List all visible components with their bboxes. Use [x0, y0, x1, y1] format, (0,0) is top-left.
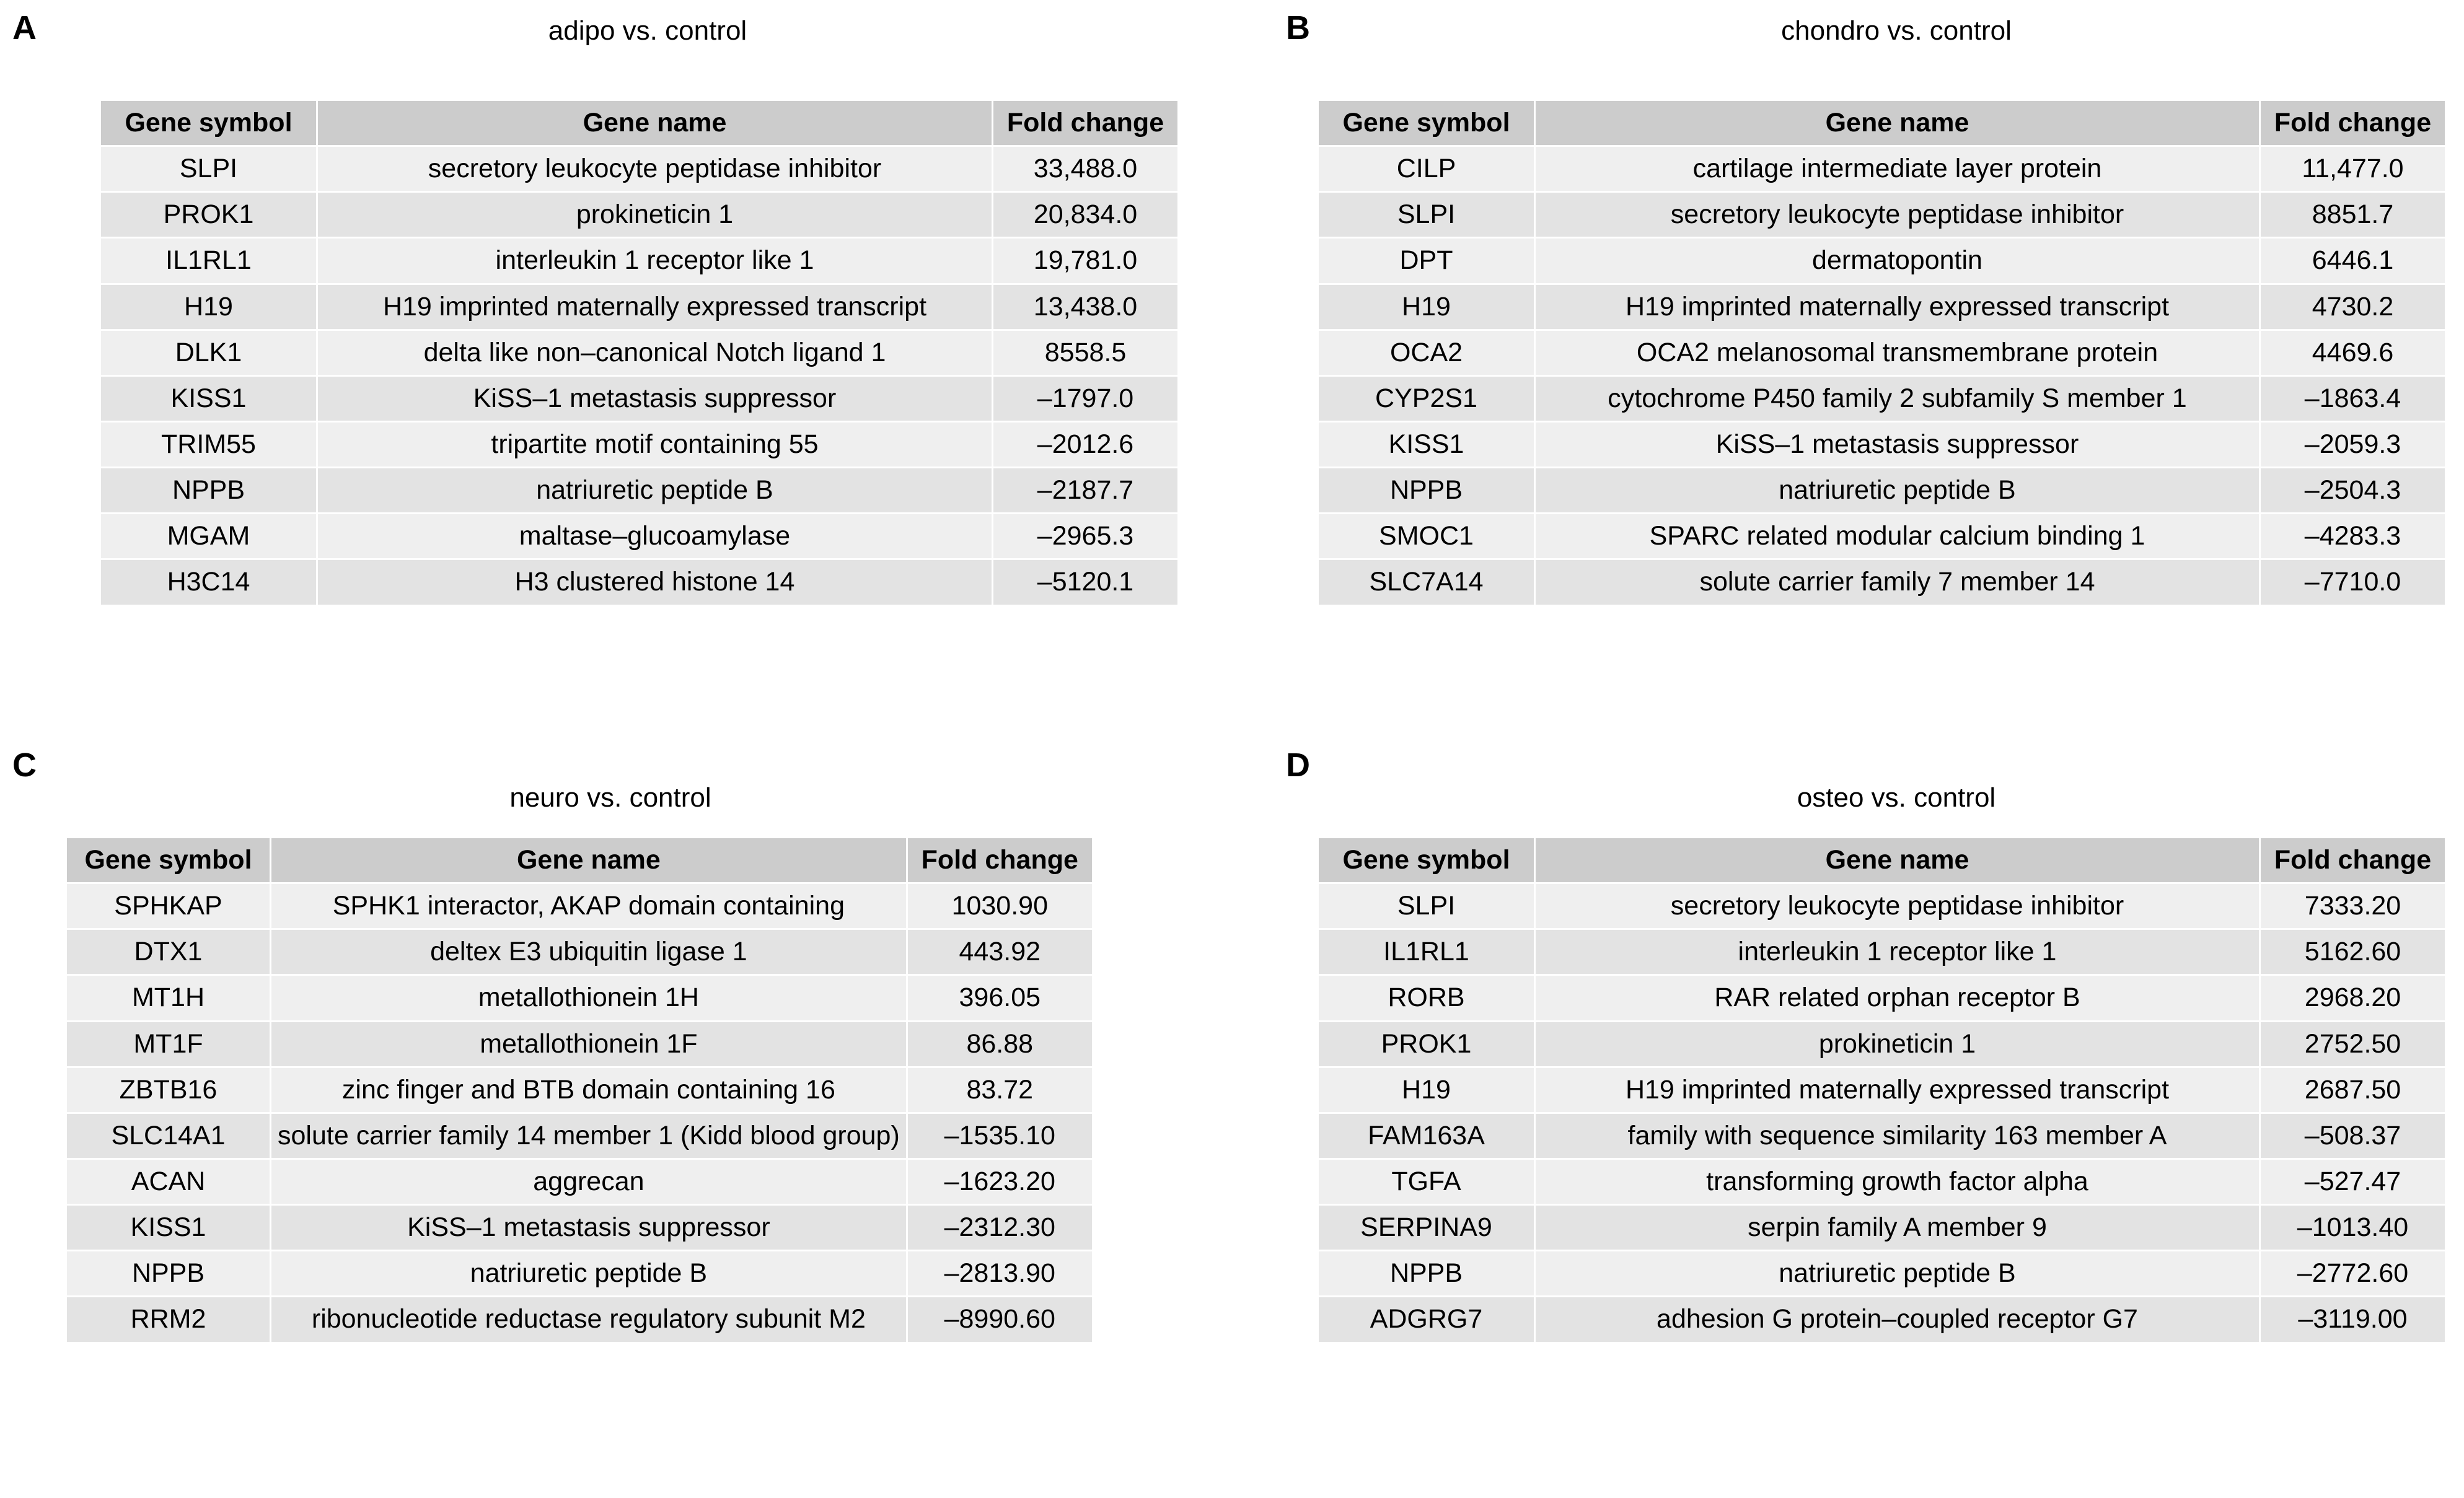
cell-gene-symbol: OCA2: [1318, 330, 1535, 375]
cell-gene-symbol: H19: [1318, 1067, 1535, 1113]
gene-table-d: [1317, 836, 2447, 1344]
cell-gene-name: aggrecan: [271, 1159, 907, 1204]
table-row: [100, 192, 1179, 238]
table-row: [66, 1205, 1093, 1251]
cell-fold-change: –2965.3: [993, 514, 1179, 559]
cell-gene-name: secretory leukocyte peptidase inhibitor: [1535, 883, 2260, 929]
cell-fold-change: –2772.60: [2260, 1251, 2446, 1297]
panel-b-letter: B: [1286, 9, 1310, 46]
cell-gene-symbol: NPPB: [1318, 468, 1535, 514]
panel-a-title: adipo vs. control: [548, 15, 747, 46]
table-row: [1318, 330, 2446, 375]
cell-gene-symbol: KISS1: [100, 375, 317, 421]
gene-table-c: [65, 836, 1094, 1344]
cell-fold-change: 33,488.0: [993, 146, 1179, 192]
table-row: [1318, 883, 2446, 929]
cell-gene-name: cartilage intermediate layer protein: [1535, 146, 2260, 192]
table-row: [1318, 1297, 2446, 1343]
table-row: [66, 1297, 1093, 1343]
column-header-gene-name: Gene name: [1535, 100, 2260, 146]
column-header-gene-symbol: Gene symbol: [100, 100, 317, 146]
table-row: [66, 1113, 1093, 1159]
cell-gene-symbol: SERPINA9: [1318, 1205, 1535, 1251]
table-row: [66, 929, 1093, 975]
cell-gene-name: solute carrier family 14 member 1 (Kidd blood group): [271, 1113, 907, 1159]
cell-gene-name: maltase–glucoamylase: [317, 514, 993, 559]
cell-fold-change: –8990.60: [907, 1297, 1093, 1343]
cell-gene-symbol: PROK1: [1318, 1021, 1535, 1067]
table-row: [100, 330, 1179, 375]
cell-fold-change: 13,438.0: [993, 284, 1179, 330]
cell-fold-change: –7710.0: [2260, 559, 2446, 605]
table-row: [1318, 284, 2446, 330]
table-header-row: [1318, 838, 2446, 883]
cell-fold-change: 2968.20: [2260, 975, 2446, 1021]
table-row: [100, 421, 1179, 467]
cell-gene-symbol: TRIM55: [100, 421, 317, 467]
cell-gene-symbol: NPPB: [100, 468, 317, 514]
cell-gene-symbol: CILP: [1318, 146, 1535, 192]
table-row: [100, 468, 1179, 514]
cell-gene-name: interleukin 1 receptor like 1: [317, 238, 993, 284]
cell-fold-change: 396.05: [907, 975, 1093, 1021]
table-row: [1318, 1251, 2446, 1297]
table-row: [66, 883, 1093, 929]
table-row: [1318, 375, 2446, 421]
cell-gene-symbol: H3C14: [100, 559, 317, 605]
table-row: [66, 975, 1093, 1021]
cell-gene-name: zinc finger and BTB domain containing 16: [271, 1067, 907, 1113]
cell-gene-name: secretory leukocyte peptidase inhibitor: [317, 146, 993, 192]
column-header-fold-change: Fold change: [2260, 100, 2446, 146]
cell-fold-change: 443.92: [907, 929, 1093, 975]
cell-fold-change: 20,834.0: [993, 192, 1179, 238]
cell-gene-symbol: ACAN: [66, 1159, 271, 1204]
gene-table-b: [1317, 99, 2447, 607]
cell-gene-name: H19 imprinted maternally expressed transcript: [1535, 284, 2260, 330]
cell-fold-change: 2752.50: [2260, 1021, 2446, 1067]
cell-fold-change: 6446.1: [2260, 238, 2446, 284]
cell-gene-symbol: PROK1: [100, 192, 317, 238]
table-row: [66, 1159, 1093, 1204]
panel-d-letter: D: [1286, 747, 1310, 784]
table-row: [1318, 192, 2446, 238]
table-row: [66, 1251, 1093, 1297]
cell-gene-name: tripartite motif containing 55: [317, 421, 993, 467]
table-row: [1318, 1021, 2446, 1067]
cell-gene-name: RAR related orphan receptor B: [1535, 975, 2260, 1021]
panel-d-table-wrap: [1317, 808, 2447, 1344]
column-header-gene-symbol: Gene symbol: [1318, 838, 1535, 883]
cell-fold-change: –1535.10: [907, 1113, 1093, 1159]
cell-gene-name: natriuretic peptide B: [1535, 1251, 2260, 1297]
cell-gene-name: solute carrier family 7 member 14: [1535, 559, 2260, 605]
cell-gene-symbol: ADGRG7: [1318, 1297, 1535, 1343]
cell-gene-symbol: MT1H: [66, 975, 271, 1021]
cell-fold-change: –3119.00: [2260, 1297, 2446, 1343]
cell-gene-symbol: H19: [100, 284, 317, 330]
table-row: [66, 1021, 1093, 1067]
table-row: [100, 238, 1179, 284]
cell-gene-name: prokineticin 1: [1535, 1021, 2260, 1067]
cell-gene-symbol: DPT: [1318, 238, 1535, 284]
cell-gene-name: metallothionein 1H: [271, 975, 907, 1021]
panel-b-title: chondro vs. control: [1781, 15, 2012, 46]
cell-fold-change: –1797.0: [993, 375, 1179, 421]
cell-gene-symbol: SLC7A14: [1318, 559, 1535, 605]
cell-gene-symbol: MGAM: [100, 514, 317, 559]
cell-gene-name: secretory leukocyte peptidase inhibitor: [1535, 192, 2260, 238]
cell-gene-symbol: KISS1: [66, 1205, 271, 1251]
table-row: [100, 375, 1179, 421]
cell-fold-change: –2187.7: [993, 468, 1179, 514]
cell-fold-change: 11,477.0: [2260, 146, 2446, 192]
panel-d-title: osteo vs. control: [1797, 782, 1996, 813]
cell-gene-name: serpin family A member 9: [1535, 1205, 2260, 1251]
table-row: [100, 514, 1179, 559]
cell-gene-symbol: DTX1: [66, 929, 271, 975]
cell-gene-name: natriuretic peptide B: [271, 1251, 907, 1297]
column-header-fold-change: Fold change: [2260, 838, 2446, 883]
cell-fold-change: 19,781.0: [993, 238, 1179, 284]
cell-gene-symbol: RORB: [1318, 975, 1535, 1021]
cell-fold-change: –1863.4: [2260, 375, 2446, 421]
cell-gene-symbol: KISS1: [1318, 421, 1535, 467]
cell-fold-change: 4730.2: [2260, 284, 2446, 330]
cell-gene-symbol: SMOC1: [1318, 514, 1535, 559]
cell-fold-change: 4469.6: [2260, 330, 2446, 375]
cell-gene-name: KiSS–1 metastasis suppressor: [1535, 421, 2260, 467]
gene-table-a: [99, 99, 1179, 607]
table-row: [1318, 514, 2446, 559]
cell-fold-change: –4283.3: [2260, 514, 2446, 559]
table-row: [1318, 421, 2446, 467]
cell-gene-name: SPARC related modular calcium binding 1: [1535, 514, 2260, 559]
column-header-gene-name: Gene name: [317, 100, 993, 146]
panel-c-letter: C: [12, 747, 37, 784]
panel-a-letter: A: [12, 9, 37, 46]
table-row: [1318, 559, 2446, 605]
cell-gene-symbol: SLC14A1: [66, 1113, 271, 1159]
cell-gene-name: natriuretic peptide B: [1535, 468, 2260, 514]
table-row: [1318, 975, 2446, 1021]
table-row: [1318, 929, 2446, 975]
cell-gene-symbol: DLK1: [100, 330, 317, 375]
column-header-gene-name: Gene name: [1535, 838, 2260, 883]
cell-gene-symbol: SPHKAP: [66, 883, 271, 929]
cell-gene-symbol: H19: [1318, 284, 1535, 330]
panel-c-title: neuro vs. control: [509, 782, 711, 813]
cell-gene-name: transforming growth factor alpha: [1535, 1159, 2260, 1204]
cell-fold-change: –2012.6: [993, 421, 1179, 467]
cell-fold-change: –527.47: [2260, 1159, 2446, 1204]
cell-gene-name: metallothionein 1F: [271, 1021, 907, 1067]
table-row: [100, 284, 1179, 330]
table-header-row: [1318, 100, 2446, 146]
cell-fold-change: –2504.3: [2260, 468, 2446, 514]
cell-gene-name: prokineticin 1: [317, 192, 993, 238]
cell-gene-name: deltex E3 ubiquitin ligase 1: [271, 929, 907, 975]
cell-gene-name: adhesion G protein–coupled receptor G7: [1535, 1297, 2260, 1343]
cell-fold-change: 86.88: [907, 1021, 1093, 1067]
cell-gene-name: family with sequence similarity 163 member A: [1535, 1113, 2260, 1159]
cell-fold-change: 8558.5: [993, 330, 1179, 375]
cell-gene-name: SPHK1 interactor, AKAP domain containing: [271, 883, 907, 929]
column-header-fold-change: Fold change: [907, 838, 1093, 883]
cell-fold-change: –1623.20: [907, 1159, 1093, 1204]
table-row: [1318, 468, 2446, 514]
cell-gene-name: interleukin 1 receptor like 1: [1535, 929, 2260, 975]
cell-fold-change: 8851.7: [2260, 192, 2446, 238]
panel-a-table-wrap: [99, 71, 1179, 607]
cell-gene-symbol: SLPI: [1318, 192, 1535, 238]
cell-fold-change: –2813.90: [907, 1251, 1093, 1297]
cell-gene-symbol: FAM163A: [1318, 1113, 1535, 1159]
column-header-gene-symbol: Gene symbol: [1318, 100, 1535, 146]
column-header-gene-symbol: Gene symbol: [66, 838, 271, 883]
cell-fold-change: 1030.90: [907, 883, 1093, 929]
table-row: [100, 559, 1179, 605]
table-row: [1318, 1205, 2446, 1251]
cell-gene-symbol: CYP2S1: [1318, 375, 1535, 421]
cell-gene-name: KiSS–1 metastasis suppressor: [271, 1205, 907, 1251]
table-row: [1318, 1067, 2446, 1113]
cell-gene-symbol: NPPB: [66, 1251, 271, 1297]
cell-gene-name: OCA2 melanosomal transmembrane protein: [1535, 330, 2260, 375]
cell-gene-symbol: IL1RL1: [100, 238, 317, 284]
cell-gene-name: cytochrome P450 family 2 subfamily S member 1: [1535, 375, 2260, 421]
table-row: [1318, 146, 2446, 192]
cell-gene-symbol: SLPI: [1318, 883, 1535, 929]
cell-gene-symbol: MT1F: [66, 1021, 271, 1067]
table-row: [1318, 1113, 2446, 1159]
panel-b-table-wrap: [1317, 71, 2447, 607]
cell-gene-symbol: TGFA: [1318, 1159, 1535, 1204]
cell-fold-change: 5162.60: [2260, 929, 2446, 975]
panel-c-table-wrap: [65, 808, 1094, 1344]
cell-gene-symbol: NPPB: [1318, 1251, 1535, 1297]
cell-gene-name: delta like non–canonical Notch ligand 1: [317, 330, 993, 375]
cell-fold-change: 83.72: [907, 1067, 1093, 1113]
cell-gene-symbol: RRM2: [66, 1297, 271, 1343]
cell-fold-change: –5120.1: [993, 559, 1179, 605]
cell-gene-name: H19 imprinted maternally expressed transcript: [317, 284, 993, 330]
column-header-gene-name: Gene name: [271, 838, 907, 883]
cell-fold-change: –2312.30: [907, 1205, 1093, 1251]
cell-gene-name: dermatopontin: [1535, 238, 2260, 284]
cell-fold-change: –1013.40: [2260, 1205, 2446, 1251]
cell-gene-name: ribonucleotide reductase regulatory subunit M2: [271, 1297, 907, 1343]
table-header-row: [66, 838, 1093, 883]
table-header-row: [100, 100, 1179, 146]
cell-gene-symbol: SLPI: [100, 146, 317, 192]
cell-gene-name: KiSS–1 metastasis suppressor: [317, 375, 993, 421]
column-header-fold-change: Fold change: [993, 100, 1179, 146]
cell-gene-symbol: ZBTB16: [66, 1067, 271, 1113]
table-row: [100, 146, 1179, 192]
table-row: [66, 1067, 1093, 1113]
cell-fold-change: 7333.20: [2260, 883, 2446, 929]
cell-gene-name: natriuretic peptide B: [317, 468, 993, 514]
cell-gene-symbol: IL1RL1: [1318, 929, 1535, 975]
table-row: [1318, 238, 2446, 284]
cell-gene-name: H3 clustered histone 14: [317, 559, 993, 605]
cell-gene-name: H19 imprinted maternally expressed transcript: [1535, 1067, 2260, 1113]
cell-fold-change: 2687.50: [2260, 1067, 2446, 1113]
cell-fold-change: –2059.3: [2260, 421, 2446, 467]
table-row: [1318, 1159, 2446, 1204]
cell-fold-change: –508.37: [2260, 1113, 2446, 1159]
